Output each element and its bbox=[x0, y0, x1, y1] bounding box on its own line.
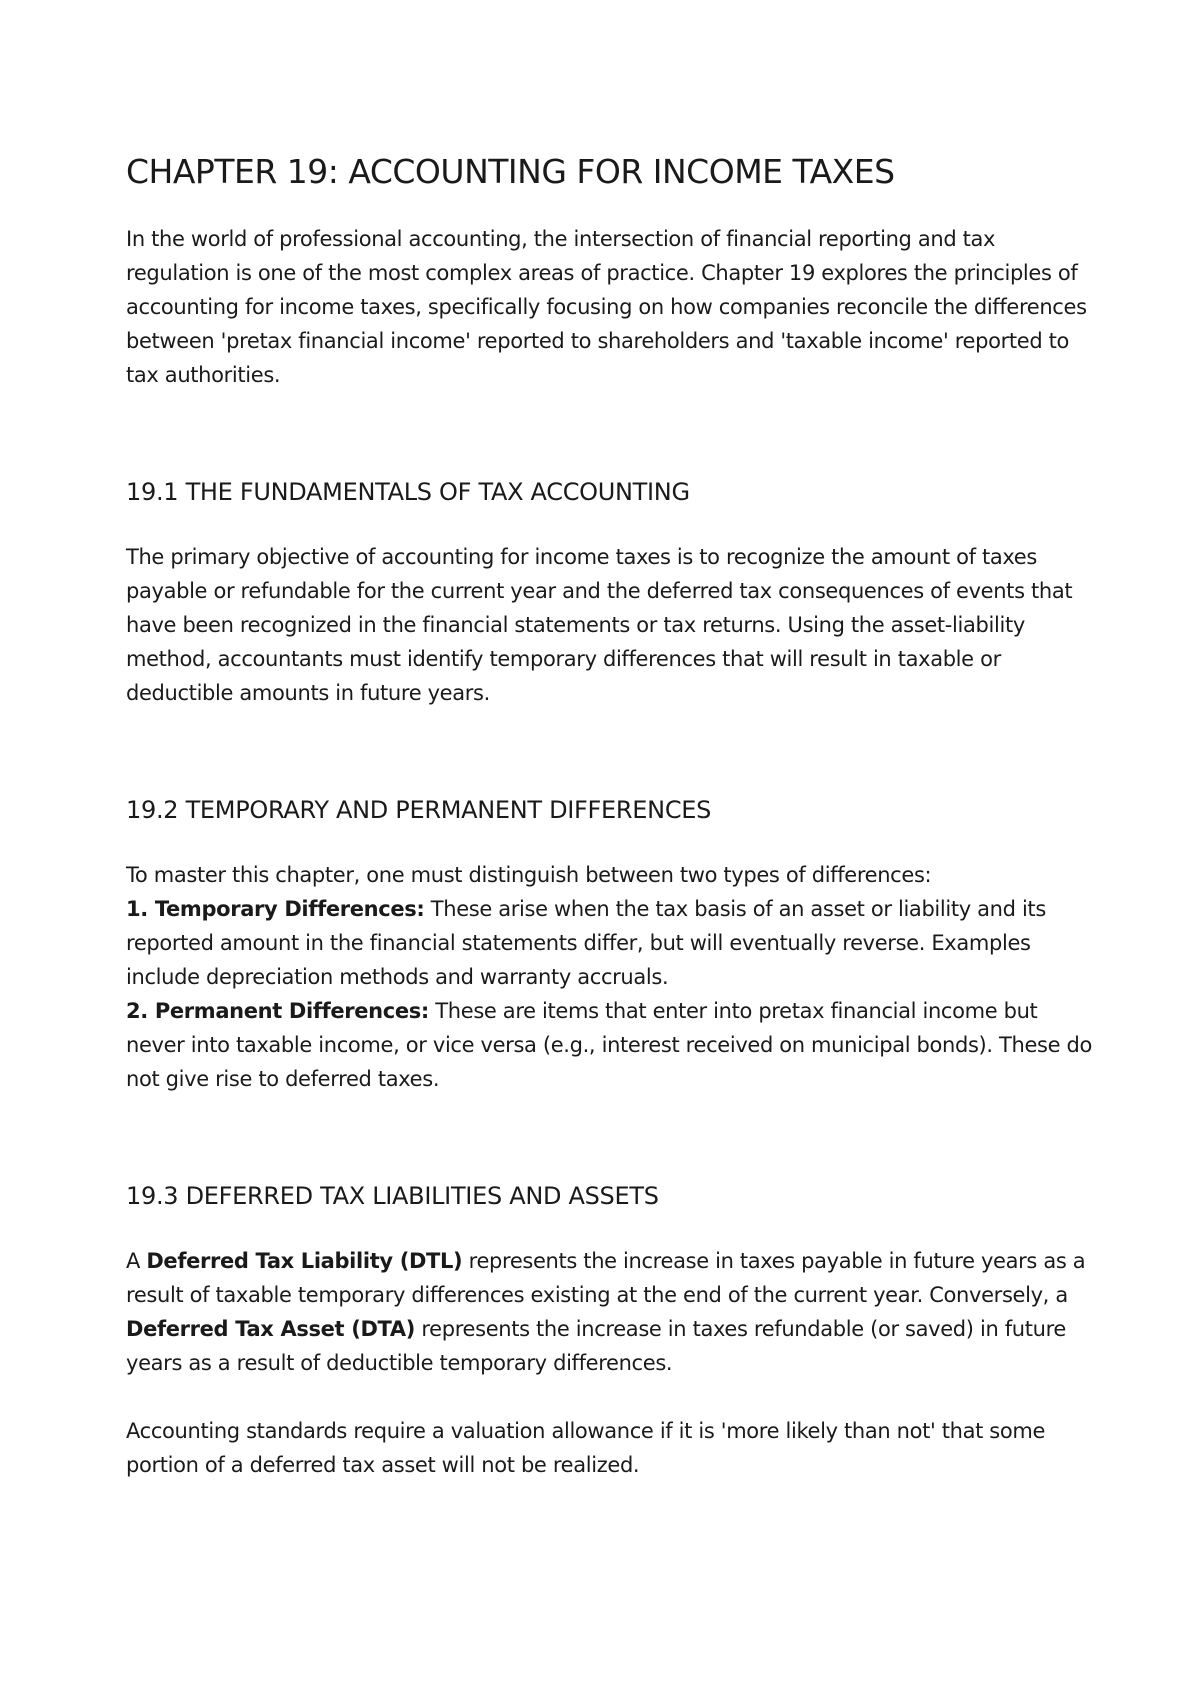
paragraph-spacer bbox=[126, 1380, 1095, 1414]
section-3-text-a: A bbox=[126, 1249, 147, 1273]
section-2-lead: To master this chapter, one must distinguish between two types of differences: bbox=[126, 863, 932, 887]
dtl-term: Deferred Tax Liability (DTL) bbox=[146, 1249, 463, 1273]
section-spacer bbox=[126, 710, 1095, 794]
temporary-differences-text: These arise when the tax basis of an asset or liability and its reported amount in the financial statements differ, but will eventually reverse. Examples include depreciation methods and warranty accruals. bbox=[126, 897, 1046, 989]
dta-term: Deferred Tax Asset (DTA) bbox=[126, 1317, 416, 1341]
temporary-differences-item bbox=[126, 892, 1095, 994]
chapter-intro: In the world of professional accounting, the intersection of financial reporting and tax regulation is one of the most complex areas of practice. Chapter 19 explores the principles of accounting for income taxes, specifically focusing on how companies reconcile the differences between 'pretax financial income' reported to shareholders and 'taxable income' reported to tax authorities. bbox=[126, 227, 1087, 387]
section-spacer bbox=[126, 1096, 1095, 1180]
section-3-paragraph-2: Accounting standards require a valuation allowance if it is 'more likely than not' that some portion of a deferred tax asset will not be realized. bbox=[126, 1419, 1046, 1477]
chapter-title: CHAPTER 19: ACCOUNTING FOR INCOME TAXES bbox=[126, 152, 895, 191]
section-2-heading: 19.2 TEMPORARY AND PERMANENT DIFFERENCES bbox=[126, 796, 712, 824]
section-3-text-b: represents the increase in taxes payable in future years as a result of taxable temporary differences existing at the end of the current year. Conversely, a bbox=[126, 1249, 1086, 1307]
section-3-text-c: represents the increase in taxes refundable (or saved) in future years as a result of deductible temporary differences. bbox=[126, 1317, 1066, 1375]
section-3-paragraph-1 bbox=[126, 1244, 1095, 1380]
temporary-differences-label: 1. Temporary Differences: bbox=[126, 897, 425, 921]
permanent-differences-text: These are items that enter into pretax financial income but never into taxable income, or vice versa (e.g., interest received on municipal bonds). These do not give rise to deferred taxes. bbox=[126, 999, 1093, 1091]
section-spacer bbox=[126, 392, 1095, 476]
permanent-differences-item bbox=[126, 994, 1095, 1096]
section-1-body: The primary objective of accounting for income taxes is to recognize the amount of taxes payable or refundable for the current year and the deferred tax consequences of events that have been recognized in the financial statements or tax returns. Using the asset-liability method, accountants must identify temporary differences that will result in taxable or deductible amounts in future years. bbox=[126, 545, 1073, 705]
permanent-differences-label: 2. Permanent Differences: bbox=[126, 999, 429, 1023]
section-3-heading: 19.3 DEFERRED TAX LIABILITIES AND ASSETS bbox=[126, 1182, 659, 1210]
section-1-heading: 19.1 THE FUNDAMENTALS OF TAX ACCOUNTING bbox=[126, 478, 690, 506]
section-2-body bbox=[126, 858, 1095, 1096]
